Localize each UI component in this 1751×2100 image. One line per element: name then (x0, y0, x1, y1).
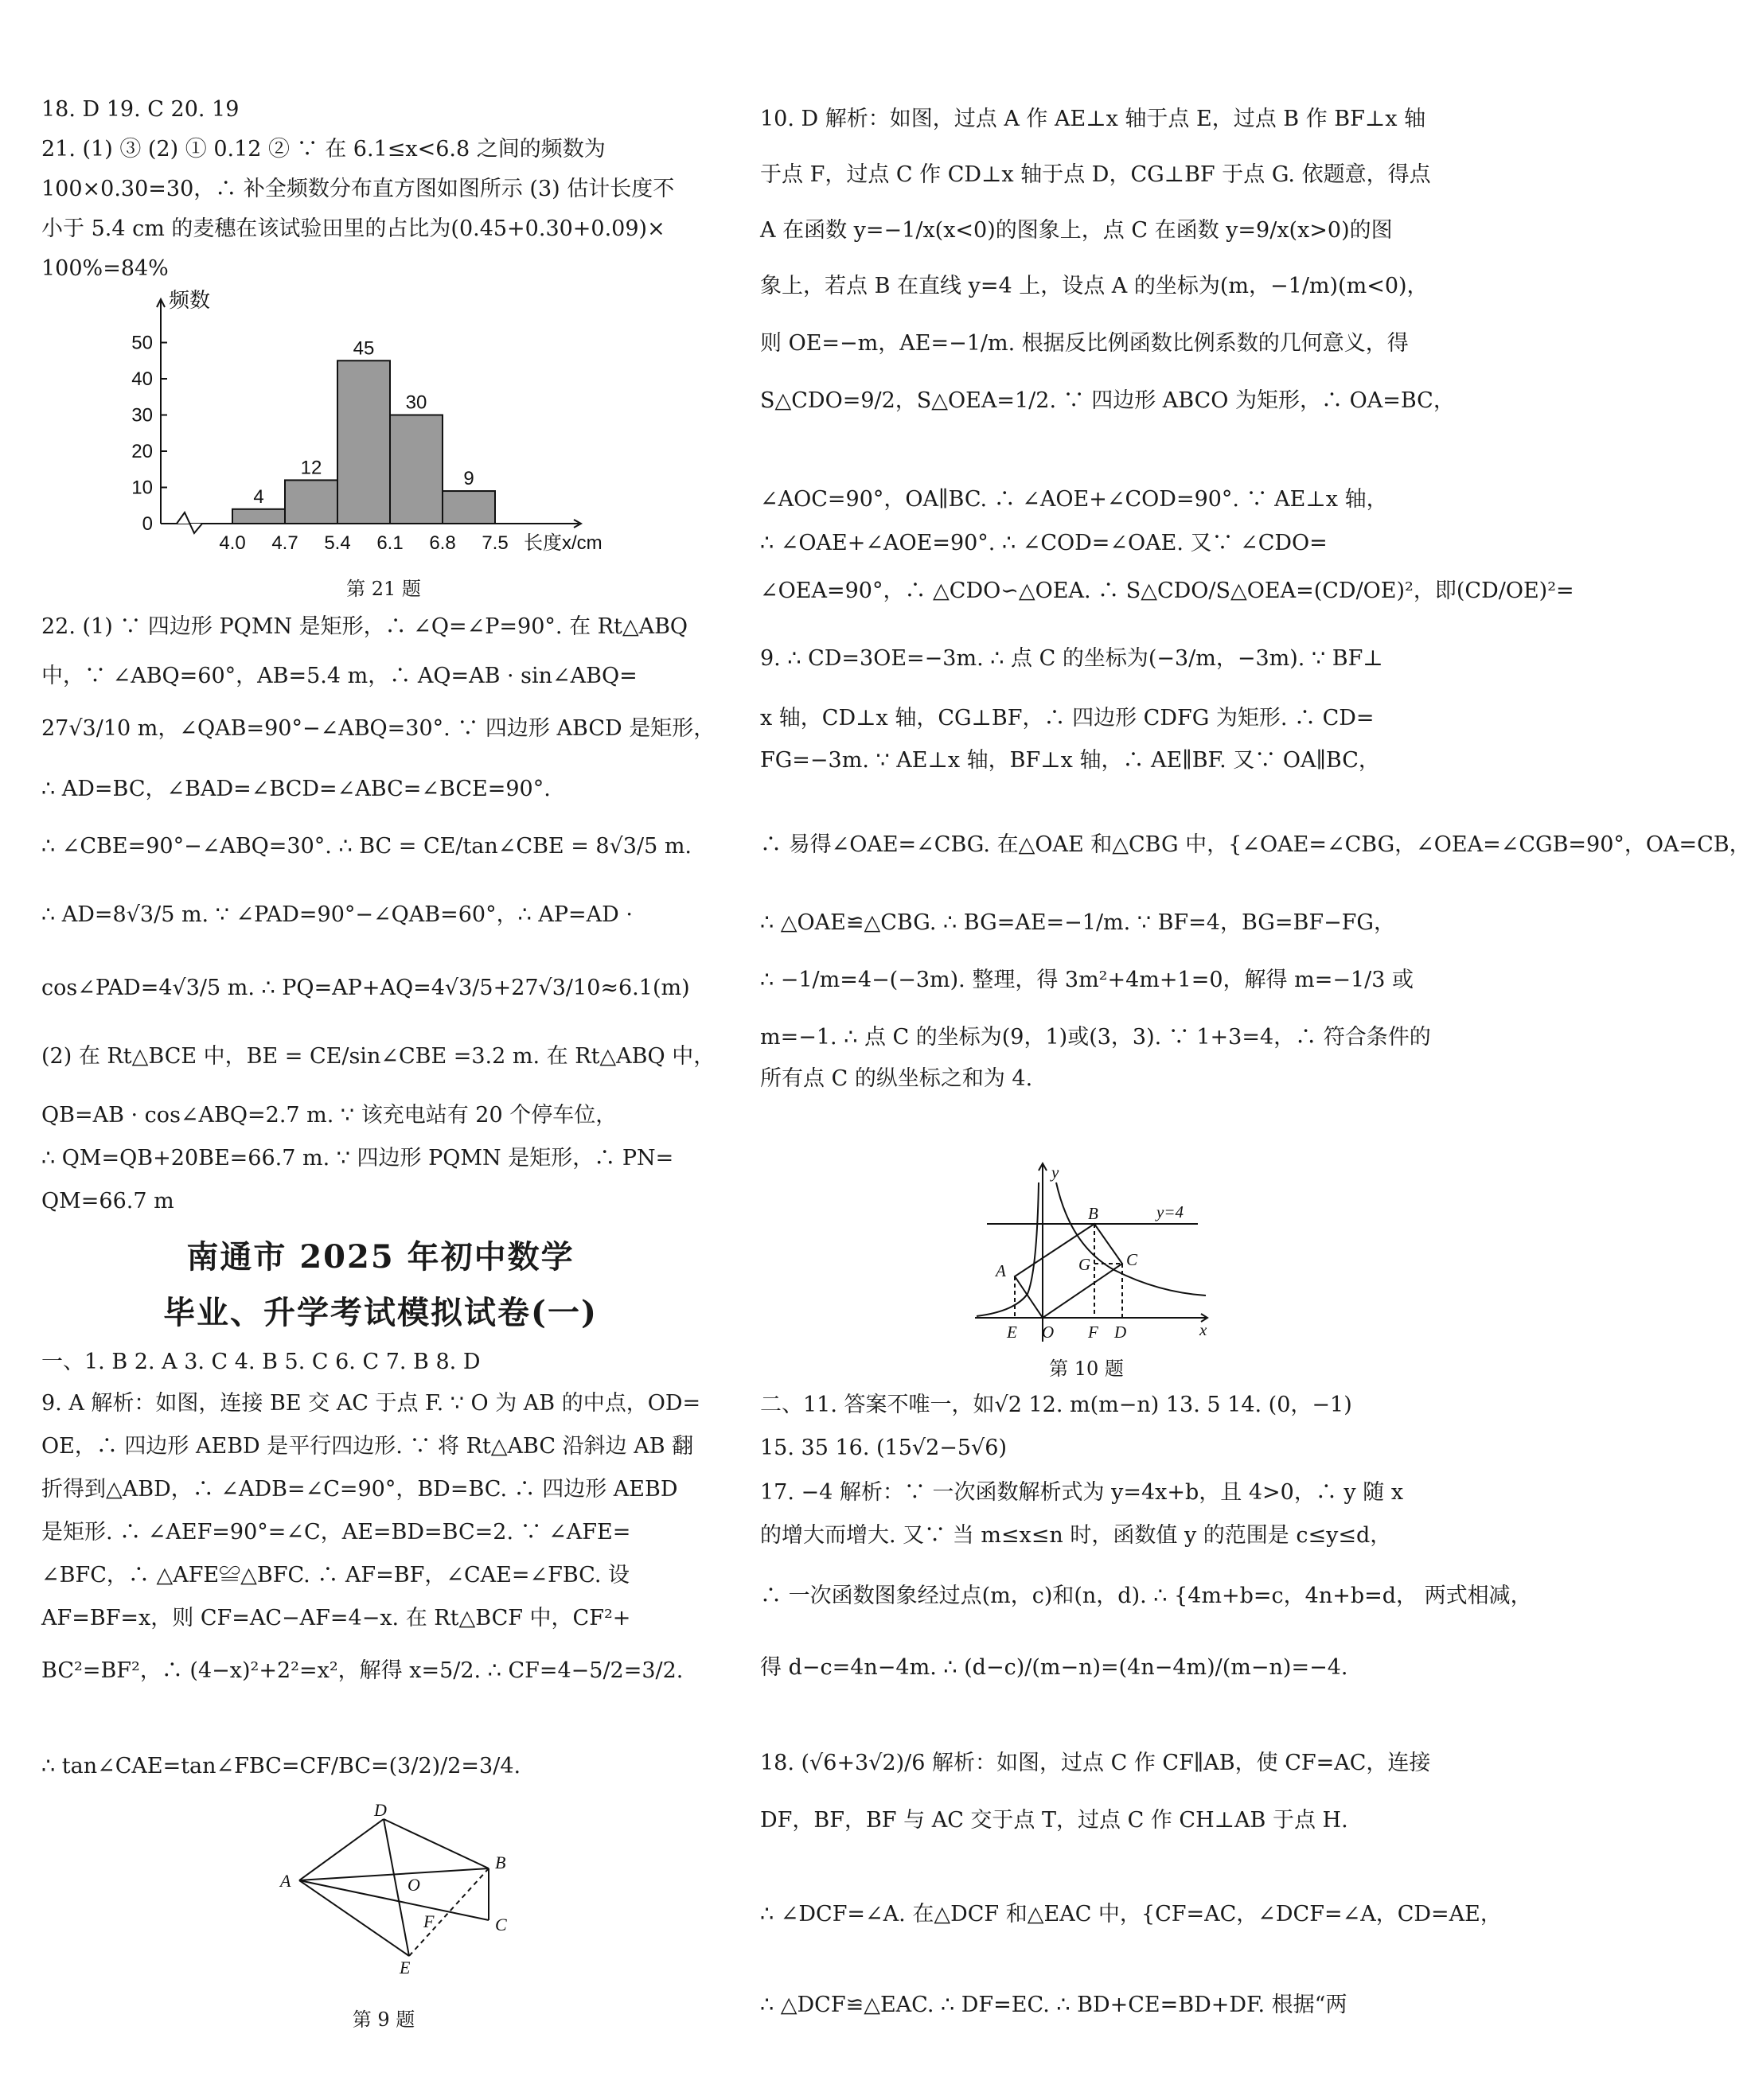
histogram-bar (232, 509, 285, 524)
x-tick-label: 6.8 (429, 532, 456, 554)
answer-17-line-3: ∴ 一次函数图象经过点(m，c)和(n，d). ∴ {4m+b=c，4n+b=d， 两式相减， (760, 1584, 1532, 1608)
answer-10-line-6: S△CDO=9/2，S△OEA=1/2. ∵ 四边形 ABCO 为矩形，∴ OA=BC， (760, 388, 1455, 413)
answer-22-line-9: QB=AB · cos∠ABQ=2.7 m. ∵ 该充电站有 20 个停车位， (41, 1103, 618, 1128)
answer-9-line-1: 9. A 解析：如图，连接 BE 交 AC 于点 F. ∵ O 为 AB 的中点，OD= (41, 1391, 701, 1416)
answer-22-line-7: cos∠PAD=4√3/5 m. ∴ PQ=AP+AQ=4√3/5+27√3/10≈6.1(m) (41, 976, 690, 1000)
svg-text:B: B (1088, 1204, 1098, 1223)
svg-text:x: x (1199, 1320, 1207, 1339)
answer-17-line-2: 的增大而增大. 又∵ 当 m≤x≤n 时，函数值 y 的范围是 c≤y≤d， (760, 1523, 1392, 1548)
answer-9-line-2: OE，∴ 四边形 AEBD 是平行四边形. ∵ 将 Rt△ABC 沿斜边 AB 翻 (41, 1434, 694, 1459)
answer-10-line-4: 象上，若点 B 在直线 y=4 上，设点 A 的坐标为(m，−1/m)(m<0)， (760, 274, 1429, 298)
answer-22-line-11: QM=66.7 m (41, 1189, 174, 1214)
x-tick-label: 4.0 (219, 532, 246, 554)
answer-22-line-2: 中，∵ ∠ABQ=60°，AB=5.4 m，∴ AQ=AB · sin∠ABQ= (41, 664, 638, 688)
x-axis-label: 长度x/cm (524, 532, 603, 554)
exam-title-line-1: 南通市 2025 年初中数学 (186, 1238, 575, 1276)
svg-text:D: D (374, 1800, 387, 1820)
choice-answers-1-8: 一、1. B 2. A 3. C 4. B 5. C 6. C 7. B 8. D (41, 1350, 481, 1374)
svg-text:E: E (1007, 1323, 1017, 1342)
answer-10-line-14: ∴ △OAE≌△CBG. ∴ BG=AE=−1/m. ∵ BF=4，BG=BF−FG， (760, 910, 1395, 935)
bar-value-label: 45 (353, 337, 375, 360)
x-tick-label: 7.5 (482, 532, 509, 554)
histogram-bar (443, 491, 495, 524)
exam-title-line-2: 毕业、升学考试模拟试卷(一) (163, 1294, 598, 1331)
svg-text:O: O (408, 1875, 420, 1895)
answer-17-line-4: 得 d−c=4n−4m. ∴ (d−c)/(m−n)=(4n−4m)/(m−n)=−4. (760, 1655, 1348, 1680)
y-tick-label: 20 (131, 441, 153, 462)
y-tick-label: 10 (131, 477, 153, 499)
answer-9-line-8: ∴ tan∠CAE=tan∠FBC=CF/BC=(3/2)/2=3/4. (41, 1754, 521, 1779)
svg-text:A: A (280, 1871, 291, 1891)
histogram-bar (285, 480, 337, 524)
answer-22-line-1: 22. (1) ∵ 四边形 PQMN 是矩形，∴ ∠Q=∠P=90°. 在 Rt△ABQ (41, 614, 688, 639)
answer-10-line-9: ∠OEA=90°，∴ △CDO∽△OEA. ∴ S△CDO/S△OEA=(CD/OE)²，即(CD/OE)²= (760, 579, 1574, 603)
answer-18-line-3: ∴ ∠DCF=∠A. 在△DCF 和△EAC 中，{CF=AC，∠DCF=∠A，CD=AE， (760, 1902, 1502, 1927)
fig10-hyperbola-left (977, 1182, 1039, 1316)
y-tick-label: 40 (131, 368, 153, 390)
answer-21-line-2: 100×0.30=30，∴ 补全频数分布直方图如图所示 (3) 估计长度不 (41, 177, 675, 201)
answer-10-line-2: 于点 F，过点 C 作 CD⊥x 轴于点 D，CG⊥BF 于点 G. 依题意，得点 (760, 162, 1431, 187)
figure-9-diagram (272, 1800, 535, 2004)
svg-text:C: C (495, 1915, 507, 1934)
fig9-segment-DB (384, 1819, 489, 1868)
x-tick-label: 6.1 (376, 532, 404, 554)
histogram-caption: 第 21 题 (346, 578, 421, 600)
svg-text:A: A (996, 1261, 1006, 1280)
answer-9-line-7: BC²=BF²，∴ (4−x)²+2²=x²，解得 x=5/2. ∴ CF=4−5/2=3/2. (41, 1658, 684, 1683)
svg-text:G: G (1078, 1255, 1091, 1274)
svg-text:y: y (1051, 1163, 1059, 1182)
answer-22-line-8: (2) 在 Rt△BCE 中，BE = CE/sin∠CBE =3.2 m. 在 Rt△ABQ 中， (41, 1044, 716, 1069)
answer-17-line-1: 17. −4 解析：∵ 一次函数解析式为 y=4x+b，且 4>0，∴ y 随 x (760, 1480, 1404, 1505)
answer-10-line-3: A 在函数 y=−1/x(x<0)的图象上，点 C 在函数 y=9/x(x>0)的图 (760, 218, 1393, 243)
answer-18-line-2: DF，BF，BF 与 AC 交于点 T，过点 C 作 CH⊥AB 于点 H. (760, 1808, 1348, 1833)
bar-value-label: 30 (405, 392, 427, 414)
answer-9-line-4: 是矩形. ∴ ∠AEF=90°=∠C，AE=BD=BC=2. ∵ ∠AFE= (41, 1520, 631, 1545)
answer-10-line-5: 则 OE=−m，AE=−1/m. 根据反比例函数比例系数的几何意义，得 (760, 331, 1409, 356)
answer-9-line-6: AF=BF=x，则 CF=AC−AF=4−x. 在 Rt△BCF 中，CF²+ (41, 1606, 631, 1631)
figure-9-caption: 第 9 题 (352, 2008, 415, 2031)
fill-answers-11-14: 二、11. 答案不唯一，如√2 12. m(m−n) 13. 5 14. (0，−1) (760, 1393, 1352, 1417)
answer-22-line-5: ∴ ∠CBE=90°−∠ABQ=30°. ∴ BC = CE/tan∠CBE = 8√3/5 m. (41, 834, 692, 859)
svg-text:B: B (495, 1853, 506, 1872)
answer-21-line-1: 21. (1) ③ (2) ① 0.12 ② ∵ 在 6.1≤x<6.8 之间的频数为 (41, 137, 606, 162)
svg-text:C: C (1126, 1250, 1138, 1269)
answer-10-line-10: 9. ∴ CD=3OE=−3m. ∴ 点 C 的坐标为(−3/m，−3m). ∵ BF⊥ (760, 646, 1383, 671)
fig10-line-label: y=4 (1156, 1202, 1184, 1221)
answer-10-line-16: m=−1. ∴ 点 C 的坐标为(9，1)或(3，3). ∵ 1+3=4，∴ 符合条件的 (760, 1025, 1431, 1050)
answer-10-line-1: 10. D 解析：如图，过点 A 作 AE⊥x 轴于点 E，过点 B 作 BF⊥x 轴 (760, 107, 1426, 131)
answer-10-line-13: ∴ 易得∠OAE=∠CBG. 在△OAE 和△CBG 中，{∠OAE=∠CBG，∠OEA=∠CGB=90°，OA=CB， (760, 832, 1751, 857)
answer-22-line-10: ∴ QM=QB+20BE=66.7 m. ∵ 四边形 PQMN 是矩形，∴ PN= (41, 1146, 674, 1171)
bar-value-label: 4 (253, 485, 264, 508)
fig9-segment-AD (299, 1819, 384, 1880)
answer-21-line-3: 小于 5.4 cm 的麦穗在该试验田里的占比为(0.45+0.30+0.09)× (41, 216, 665, 241)
y-tick-label: 50 (131, 332, 153, 354)
x-tick-label: 5.4 (324, 532, 351, 554)
y-axis-label: 频数 (169, 288, 211, 312)
answer-22-line-3: 27√3/10 m，∠QAB=90°−∠ABQ=30°. ∵ 四边形 ABCD 是矩形， (41, 716, 716, 741)
y-tick-label: 30 (131, 404, 153, 427)
figure-10-diagram (967, 1159, 1222, 1350)
x-tick-label: 4.7 (271, 532, 298, 554)
answer-10-line-17: 所有点 C 的纵坐标之和为 4. (760, 1066, 1033, 1091)
histogram-bar (337, 360, 390, 524)
y-tick-label: 0 (142, 513, 153, 535)
answer-18-line-4: ∴ △DCF≌△EAC. ∴ DF=EC. ∴ BD+CE=BD+DF. 根据“两 (760, 1993, 1347, 2017)
answer-22-line-4: ∴ AD=BC，∠BAD=∠BCD=∠ABC=∠BCE=90°. (41, 777, 551, 801)
fig9-segment-DE (384, 1819, 409, 1956)
bar-value-label: 12 (300, 457, 322, 479)
histogram-bar (390, 415, 443, 524)
figure-10-caption: 第 10 题 (1049, 1358, 1124, 1380)
answer-10-line-8: ∴ ∠OAE+∠AOE=90°. ∴ ∠COD=∠OAE. 又∵ ∠CDO= (760, 531, 1328, 555)
answer-line-18-20: 18. D 19. C 20. 19 (41, 97, 240, 122)
fill-answers-15-16: 15. 35 16. (15√2−5√6) (760, 1436, 1007, 1460)
histogram-chart (131, 288, 686, 555)
answer-10-line-15: ∴ −1/m=4−(−3m). 整理，得 3m²+4m+1=0，解得 m=−1/3 或 (760, 968, 1414, 992)
svg-text:F: F (1088, 1323, 1098, 1342)
answer-10-line-12: FG=−3m. ∵ AE⊥x 轴，BF⊥x 轴，∴ AE∥BF. 又∵ OA∥BC， (760, 748, 1380, 773)
bar-value-label: 9 (463, 468, 474, 490)
fig10-hyperbola-right (1056, 1182, 1206, 1295)
svg-text:E: E (400, 1958, 411, 1977)
answer-9-line-5: ∠BFC，∴ △AFE≌△BFC. ∴ AF=BF，∠CAE=∠FBC. 设 (41, 1563, 630, 1588)
histogram-plot (131, 288, 602, 554)
answer-22-line-6: ∴ AD=8√3/5 m. ∵ ∠PAD=90°−∠QAB=60°，∴ AP=AD · (41, 902, 633, 927)
answer-18-line-1: 18. (√6+3√2)/6 解析：如图，过点 C 作 CF∥AB，使 CF=AC，连接 (760, 1751, 1431, 1775)
svg-text:O: O (1042, 1323, 1055, 1342)
answer-10-line-11: x 轴，CD⊥x 轴，CG⊥BF，∴ 四边形 CDFG 为矩形. ∴ CD= (760, 706, 1375, 731)
answer-21-line-4: 100%=84% (41, 256, 169, 281)
svg-text:F: F (423, 1911, 435, 1931)
answer-9-line-3: 折得到△ABD，∴ ∠ADB=∠C=90°，BD=BC. ∴ 四边形 AEBD (41, 1477, 678, 1502)
answer-10-line-7: ∠AOC=90°，OA∥BC. ∴ ∠AOE+∠COD=90°. ∵ AE⊥x 轴， (760, 487, 1388, 512)
svg-text:D: D (1114, 1323, 1127, 1342)
fig10-rectangle-ABCO (1015, 1224, 1122, 1318)
